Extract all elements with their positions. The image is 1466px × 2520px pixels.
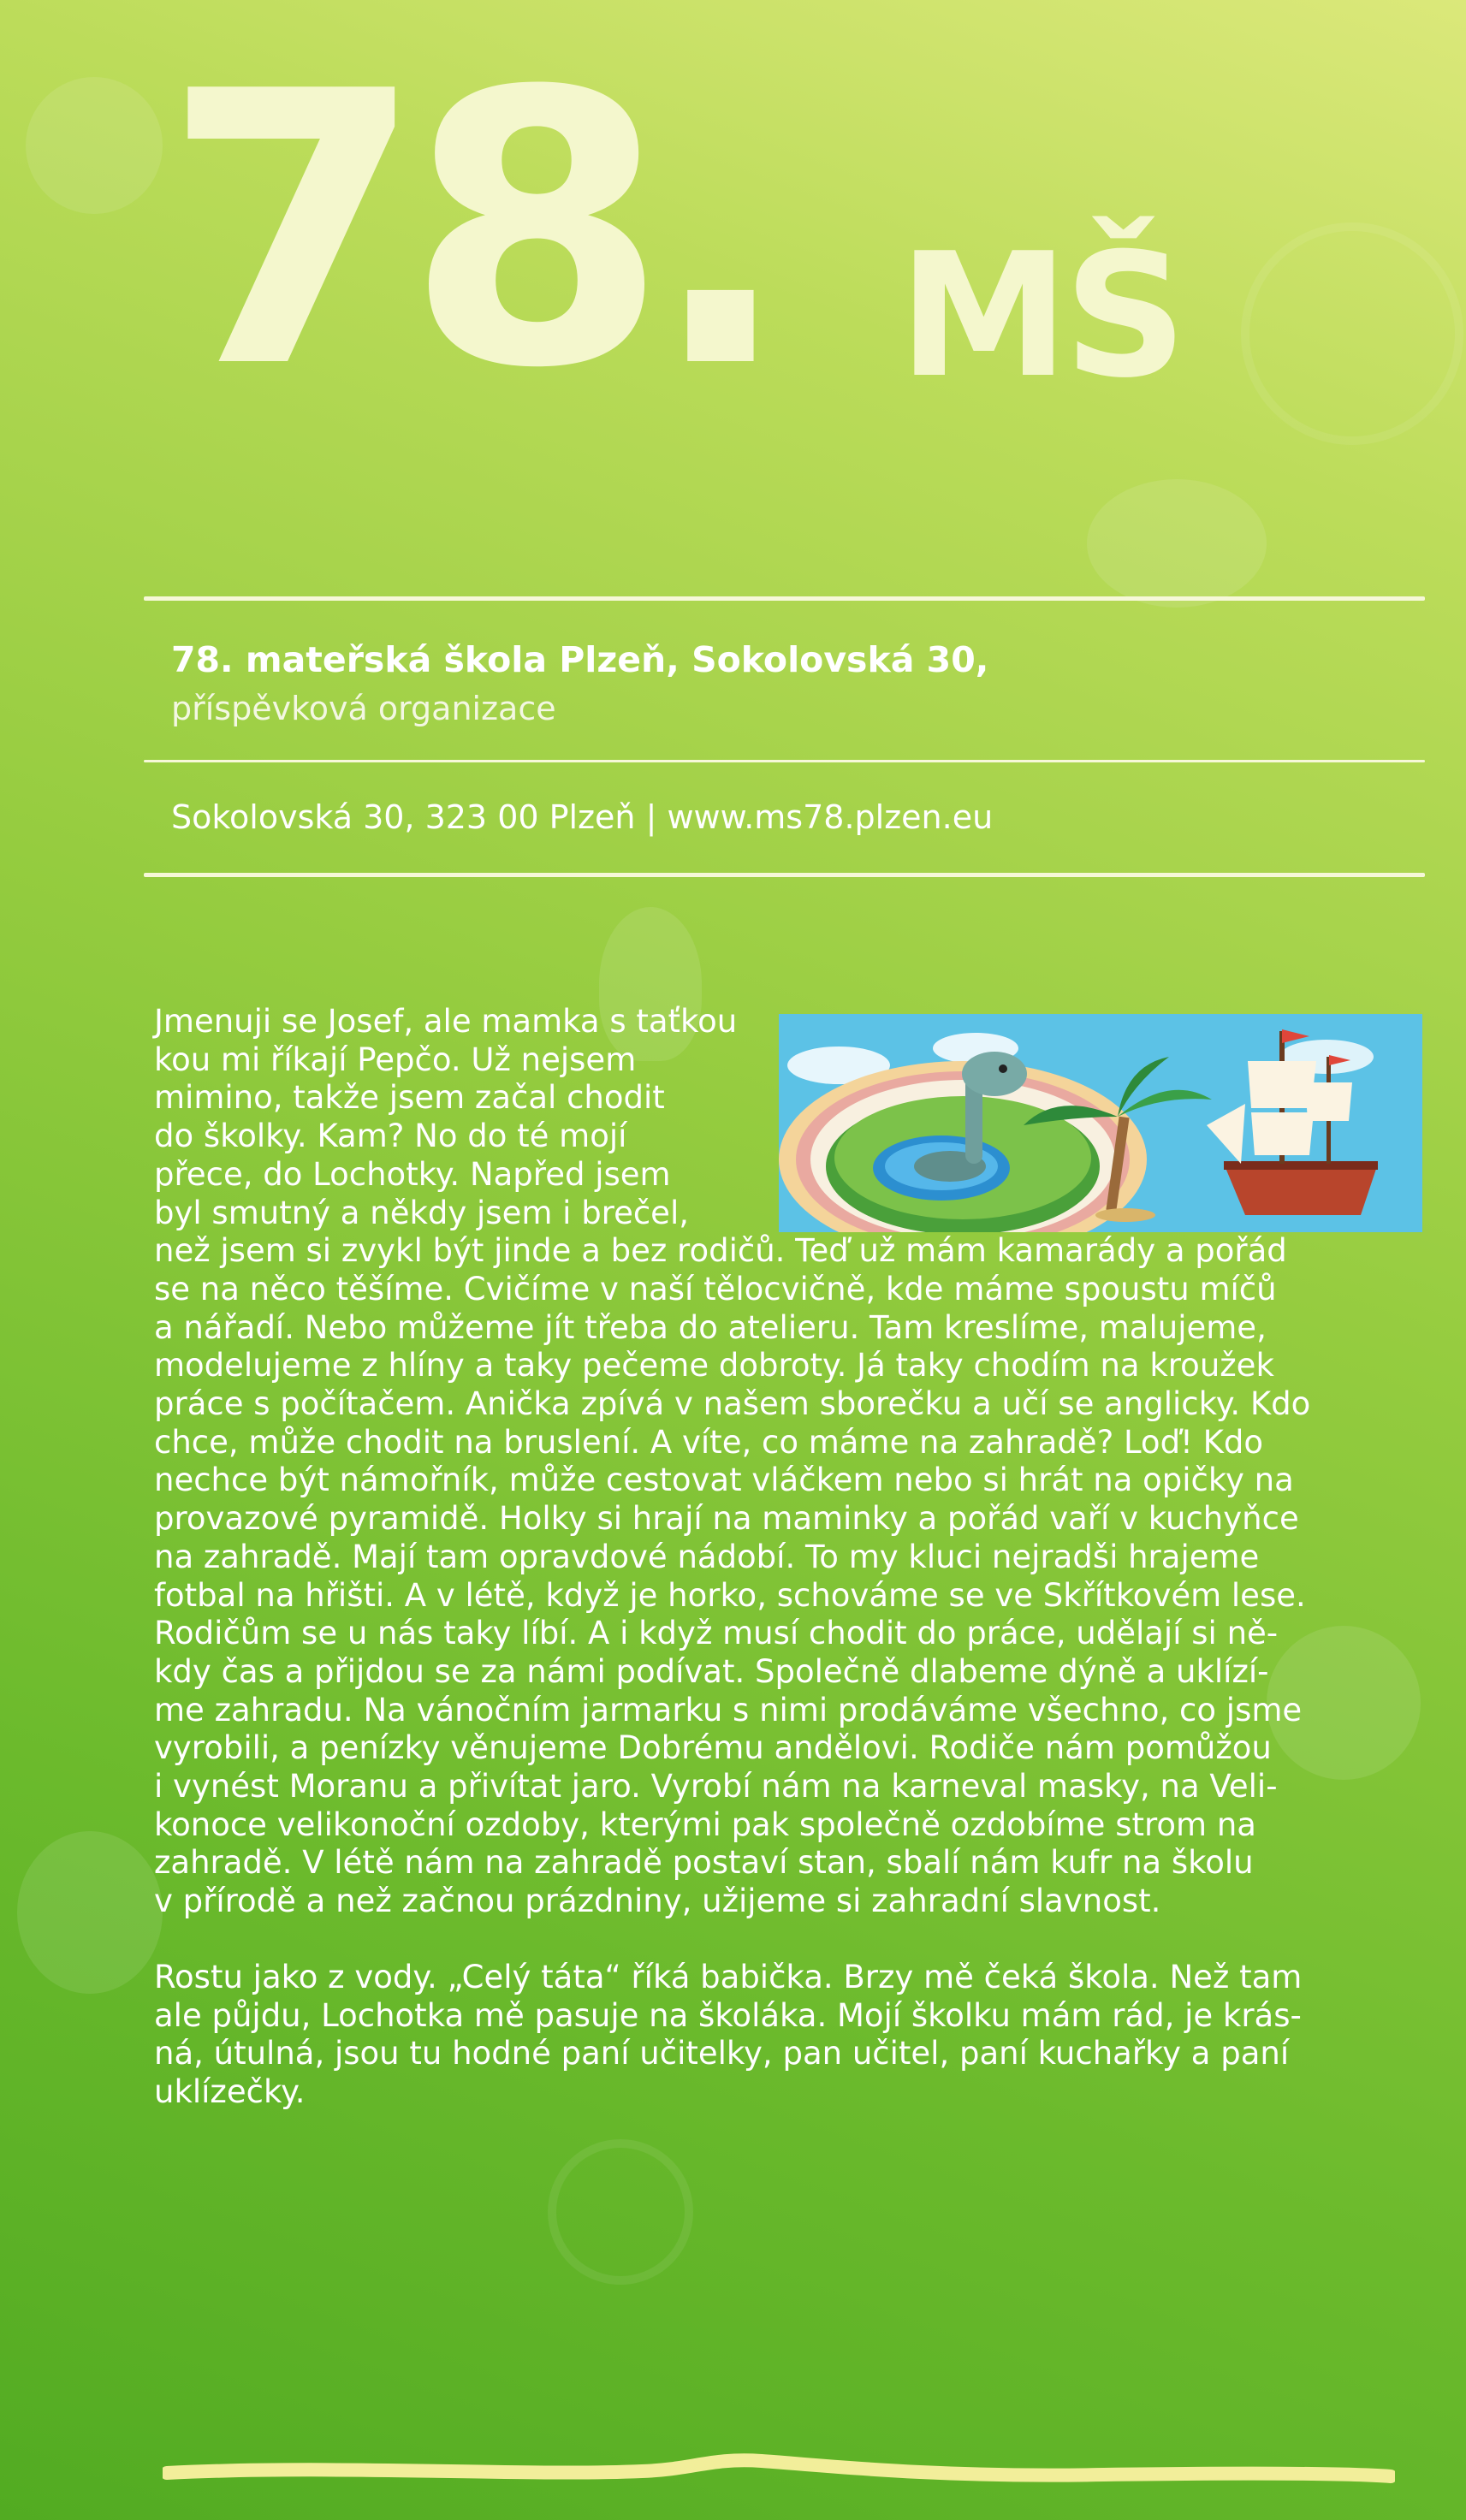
text-line: na zahradě. Mají tam opravdové nádobí. To my kluci nejradši hrajeme [154, 1538, 1260, 1575]
text-line: mimino, takže jsem začal chodit [154, 1079, 665, 1117]
text-line: přece, do Lochotky. Napřed jsem [154, 1155, 671, 1193]
text-line: práce s počítačem. Anička zpívá v našem sborečku a učí se anglicky. Kdo [154, 1385, 1311, 1423]
text-line: me zahradu. Na vánočním jarmarku s nimi prodáváme všechno, co jsme [154, 1691, 1303, 1728]
text-line: zahradě. V létě nám na zahradě postaví stan, sbalí nám kufr na školu [154, 1844, 1254, 1882]
school-number: 78. [163, 12, 774, 450]
school-name: 78. mateřská škola Plzeň, Sokolovská 30, [171, 639, 989, 680]
divider-top [144, 596, 1425, 601]
text-line: Rodičům se u nás taky líbí. A i když musí chodit do práce, udělají si ně- [154, 1615, 1279, 1652]
background-blob [1087, 479, 1267, 608]
text-line: byl smutný a někdy jsem i brečel, [154, 1194, 689, 1231]
text-line: kdy čas a přijdou se za námi podívat. Společně dlabeme dýně a uklízí- [154, 1652, 1269, 1690]
text-line: a nářadí. Nebo můžeme jít třeba do atelieru. Tam kreslíme, malujeme, [154, 1308, 1267, 1346]
text-line: modelujeme z hlíny a taky pečeme dobroty. Já taky chodím na kroužek [154, 1347, 1274, 1385]
text-line: se na něco těšíme. Cvičíme v naší tělocvičně, kde máme spoustu míčů [154, 1270, 1277, 1307]
divider-bottom [144, 873, 1425, 877]
text-line: Jmenuji se Josef, ale mamka s taťkou [154, 1003, 738, 1040]
paragraph-gap [154, 1921, 1425, 1959]
text-line: konoce velikonoční ozdoby, kterými pak společně ozdobíme strom na [154, 1806, 1256, 1843]
text-line: nechce být námořník, může cestovat vláčkem nebo si hrát na opičky na [154, 1462, 1294, 1499]
text-line: uklízečky. [154, 2072, 306, 2110]
text-line: do školky. Kam? No do té mojí [154, 1118, 627, 1155]
text-line: vyrobili, a penízky věnujeme Dobrému andělovi. Rodiče nám pomůžou [154, 1729, 1272, 1767]
wavy-line-decoration [163, 2447, 1395, 2499]
story-paragraph-1 [154, 1003, 1425, 1921]
story-paragraph-2 [154, 1959, 1425, 2112]
contact-line: Sokolovská 30, 323 00 Plzeň | www.ms78.plzen.eu [171, 798, 994, 836]
text-line: ale půjdu, Lochotka mě pasuje na školáka. Mojí školku mám rád, je krás- [154, 1996, 1302, 2034]
text-line: v přírodě a než začnou prázdniny, užijeme si zahradní slavnost. [154, 1883, 1161, 1920]
text-line: i vynést Moranu a přivítat jaro. Vyrobí nám na karneval masky, na Veli- [154, 1768, 1278, 1806]
school-abbreviation: MŠ [899, 216, 1183, 416]
text-line: fotbal na hřišti. A v létě, když je horko, schováme se ve Skřítkovém lese. [154, 1576, 1306, 1614]
text-line: ná, útulná, jsou tu hodné paní učitelky, pan učitel, paní kuchařky a paní [154, 2035, 1290, 2072]
background-ring [1241, 222, 1463, 445]
text-line: chce, může chodit na bruslení. A víte, co máme na zahradě? Loď! Kdo [154, 1423, 1264, 1461]
background-blob [26, 77, 163, 214]
text-line: provazové pyramidě. Holky si hrají na maminky a pořád vaří v kuchyňce [154, 1500, 1299, 1538]
text-line: kou mi říkají Pepčo. Už nejsem [154, 1041, 637, 1078]
text-line: Rostu jako z vody. „Celý táta“ říká babička. Brzy mě čeká škola. Než tam [154, 1958, 1303, 1995]
divider-middle [144, 760, 1425, 762]
text-line: než jsem si zvykl být jinde a bez rodičů. Teď už mám kamarády a pořád [154, 1232, 1287, 1270]
background-ring [548, 2139, 693, 2285]
organization-type: příspěvková organizace [171, 690, 556, 727]
background-blob [17, 1831, 163, 1994]
story-text [154, 1003, 1425, 2112]
